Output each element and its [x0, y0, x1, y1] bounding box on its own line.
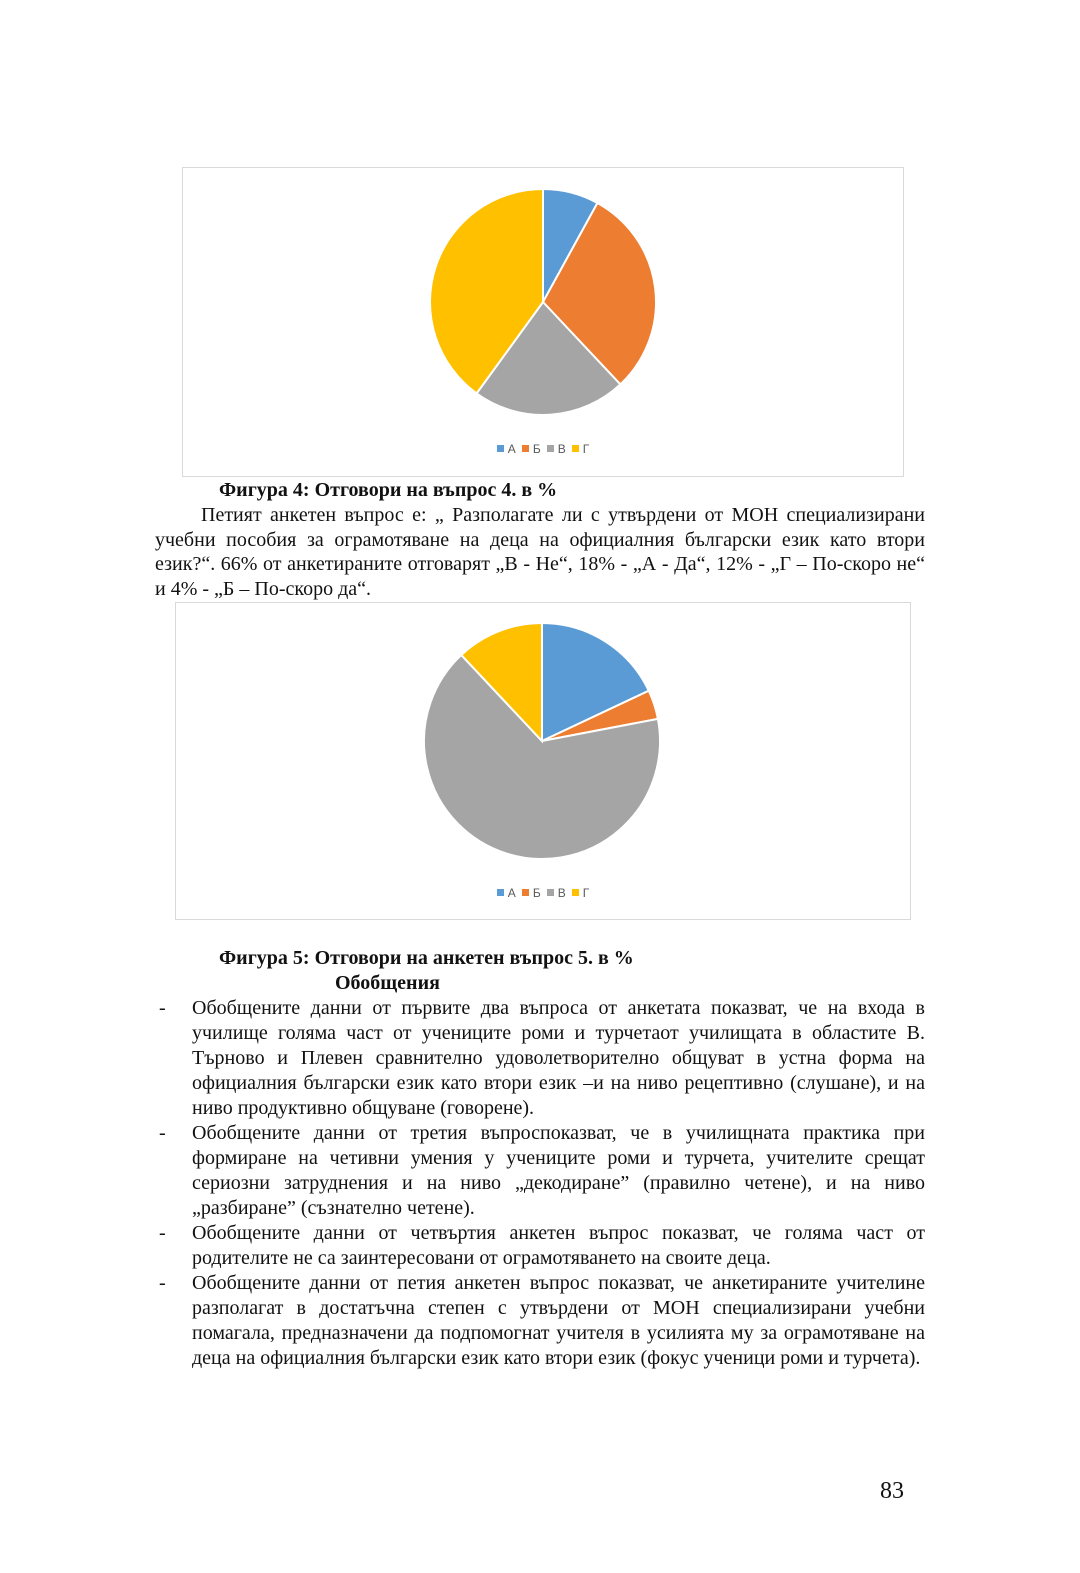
list-item-text: Обобщените данни от третия въпроспоказват, че в училищната практика при формиране на четивни умения у учениците роми и турчета, учителите срещат сериозни затруднения и на ниво „декодиране” (правилно четене), и на ниво „разбиране” (съзнателно четене).	[192, 1122, 925, 1219]
legend-label: Г	[582, 886, 590, 900]
legend-swatch-icon	[522, 445, 529, 452]
figure4-chart	[182, 167, 904, 477]
legend-label: Б	[532, 442, 541, 456]
summary-list	[155, 996, 925, 1371]
legend-swatch-icon	[572, 445, 579, 452]
legend-label: Б	[532, 886, 541, 900]
list-item	[155, 1271, 925, 1371]
figure5-legend-item	[547, 886, 566, 900]
figure5-legend-item	[522, 886, 541, 900]
figure5-chart	[175, 602, 911, 920]
bullet-dash: -	[159, 997, 166, 1019]
body-paragraph	[155, 503, 925, 601]
figure4-legend	[183, 442, 903, 456]
page-number: 83	[880, 1478, 904, 1504]
figure4-caption: Фигура 4: Отговори на въпрос 4. в %	[219, 479, 558, 501]
list-item-text: Обобщените данни от петия анкетен въпрос показват, че анкетираните учителине разполагат в достатъчна степен с утвърдени от МОН специализирани учебни помагала, предназначени да подпомогнат учителя в усилията му за ограмотяване на деца на официалния български език като втори език (фокус ученици роми и турчета).	[192, 1272, 925, 1369]
figure4-legend-item	[572, 442, 590, 456]
legend-label: В	[557, 886, 566, 900]
legend-swatch-icon	[547, 445, 554, 452]
bullet-dash: -	[159, 1272, 166, 1294]
legend-swatch-icon	[547, 889, 554, 896]
legend-swatch-icon	[497, 445, 504, 452]
figure5-caption: Фигура 5: Отговори на анкетен въпрос 5. в %	[219, 947, 634, 969]
legend-label: Г	[582, 442, 590, 456]
figure5-legend-item	[497, 886, 516, 900]
figure5-pie	[176, 603, 910, 919]
figure5-legend	[176, 886, 910, 900]
figure4-legend-item	[547, 442, 566, 456]
bullet-dash: -	[159, 1222, 166, 1244]
list-item	[155, 996, 925, 1121]
list-item-text: Обобщените данни от четвъртия анкетен въпрос показват, че голяма част от родителите не са заинтересовани от ограмотяването на своите деца.	[192, 1222, 925, 1269]
figure4-legend-item	[497, 442, 516, 456]
legend-label: В	[557, 442, 566, 456]
figure4-legend-item	[522, 442, 541, 456]
bullet-dash: -	[159, 1122, 166, 1144]
legend-swatch-icon	[572, 889, 579, 896]
figure5-legend-item	[572, 886, 590, 900]
list-item	[155, 1121, 925, 1221]
paragraph-text: Петият анкетен въпрос е: „ Разполагате ли с утвърдени от МОН специализирани учебни пособия за ограмотяване на деца на официалния български език като втори език?“. 66% от анкетираните отговарят „В - Не“, 18% - „А - Да“, 12% - „Г – По-скоро не“ и 4% - „Б – По-скоро да“.	[155, 504, 925, 600]
list-item	[155, 1221, 925, 1271]
legend-swatch-icon	[522, 889, 529, 896]
list-item-text: Обобщените данни от първите два въпроса от анкетата показват, че на входа в училище голяма част от учениците роми и турчетаот училищата в областите В. Търново и Плевен сравнително удоволетворително общуват в устна форма на официалния български език като втори език –и на ниво рецептивно (слушане), и на ниво продуктивно общуване (говорене).	[192, 997, 925, 1119]
legend-label: А	[507, 886, 516, 900]
legend-swatch-icon	[497, 889, 504, 896]
figure4-pie	[183, 168, 903, 476]
summary-heading: Обобщения	[335, 972, 440, 994]
legend-label: А	[507, 442, 516, 456]
